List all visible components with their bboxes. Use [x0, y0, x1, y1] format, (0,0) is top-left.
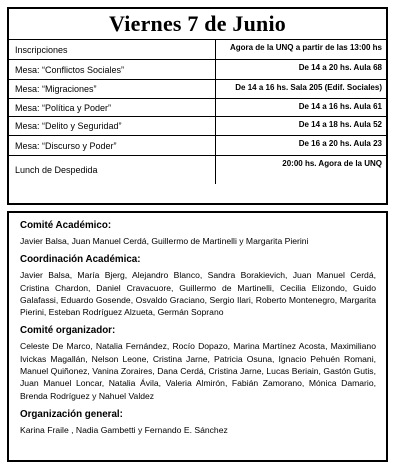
schedule-row: [9, 117, 386, 136]
schedule-row-label: Mesa: “Delito y Seguridad”: [15, 121, 122, 131]
schedule-row: [9, 60, 386, 80]
committee-members: Karina Fraile , Nadia Gambetti y Fernando E. Sánchez: [20, 424, 228, 435]
schedule-row-label: Inscripciones: [15, 44, 68, 55]
schedule-row-value: De 14 a 18 hs. Aula 52: [298, 120, 382, 129]
schedule-row: [9, 40, 386, 60]
schedule-row-label: Mesa: “Conflictos Sociales”: [15, 64, 125, 75]
schedule-row-label: Mesa: “Discurso y Poder”: [15, 140, 117, 151]
committee-members: Javier Balsa, María Bjerg, Alejandro Blanco, Sandra Borakievich, Juan Manuel Cerdá, Cristina Chardon, Daniel Cravacuore, Guillermo de Martinelli, Cecilia Elizondo, Guido Galafassi, Eduardo Gosende, Osvaldo Graciano, Sergio Ilari, Roberto Montenegro, Margarita Pierini, Esteban Rodríguez Alzueta, Germán Soprano: [20, 270, 376, 318]
committee-members: Celeste De Marco, Natalia Fernández, Rocío Dopazo, Marina Martínez Acosta, Maximiliano Ivickas Magallán, Nelson Leone, Cristina Jarne, Patricia Osuna, Ignacio Pehuén Romani, Manuel Quiñonez, Vanina Zoraires, Dana Cerdá, Cristina Jarne, Lucas Beriain, Gastón Gutis, Juan Manuel Loncar, Natalia Ávila, Valeria Almirón, Fabián Zamorano, Mónica Damario, Brenda Rodríguez y Nahuel Valdez: [20, 341, 376, 401]
schedule-row-value: De 14 a 20 hs. Aula 68: [298, 63, 382, 72]
schedule-title: Viernes 7 de Junio: [9, 9, 386, 40]
committee-list: [20, 219, 376, 436]
schedule-rows: [9, 40, 386, 184]
schedule-row: [9, 99, 386, 117]
schedule-row: [9, 136, 386, 156]
schedule-row-label: Mesa: “Migraciones”: [15, 84, 97, 94]
schedule-row-label: Mesa: “Política y Poder”: [15, 102, 112, 113]
schedule-row-value: Agora de la UNQ a partir de las 13:00 hs: [229, 43, 382, 52]
committee-box: [7, 211, 388, 462]
schedule-row: [9, 156, 386, 184]
schedule-row-label: Lunch de Despedida: [15, 165, 98, 175]
schedule-row-value: De 16 a 20 hs. Aula 23: [298, 139, 382, 148]
schedule-table: [7, 7, 388, 205]
schedule-row: [9, 80, 386, 99]
schedule-row-value: 20:00 hs. Agora de la UNQ: [282, 159, 382, 168]
committee-heading: Organización general:: [20, 408, 123, 420]
committee-heading: Comité Académico:: [20, 220, 112, 231]
committee-members: Javier Balsa, Juan Manuel Cerdá, Guillermo de Martinelli y Margarita Pierini: [20, 236, 309, 246]
schedule-row-value: De 14 a 16 hs. Sala 205 (Edif. Sociales): [235, 83, 382, 92]
committee-heading: Coordinación Académica:: [20, 254, 141, 266]
schedule-row-value: De 14 a 16 hs. Aula 61: [298, 102, 382, 111]
committee-heading: Comité organizador:: [20, 325, 116, 337]
